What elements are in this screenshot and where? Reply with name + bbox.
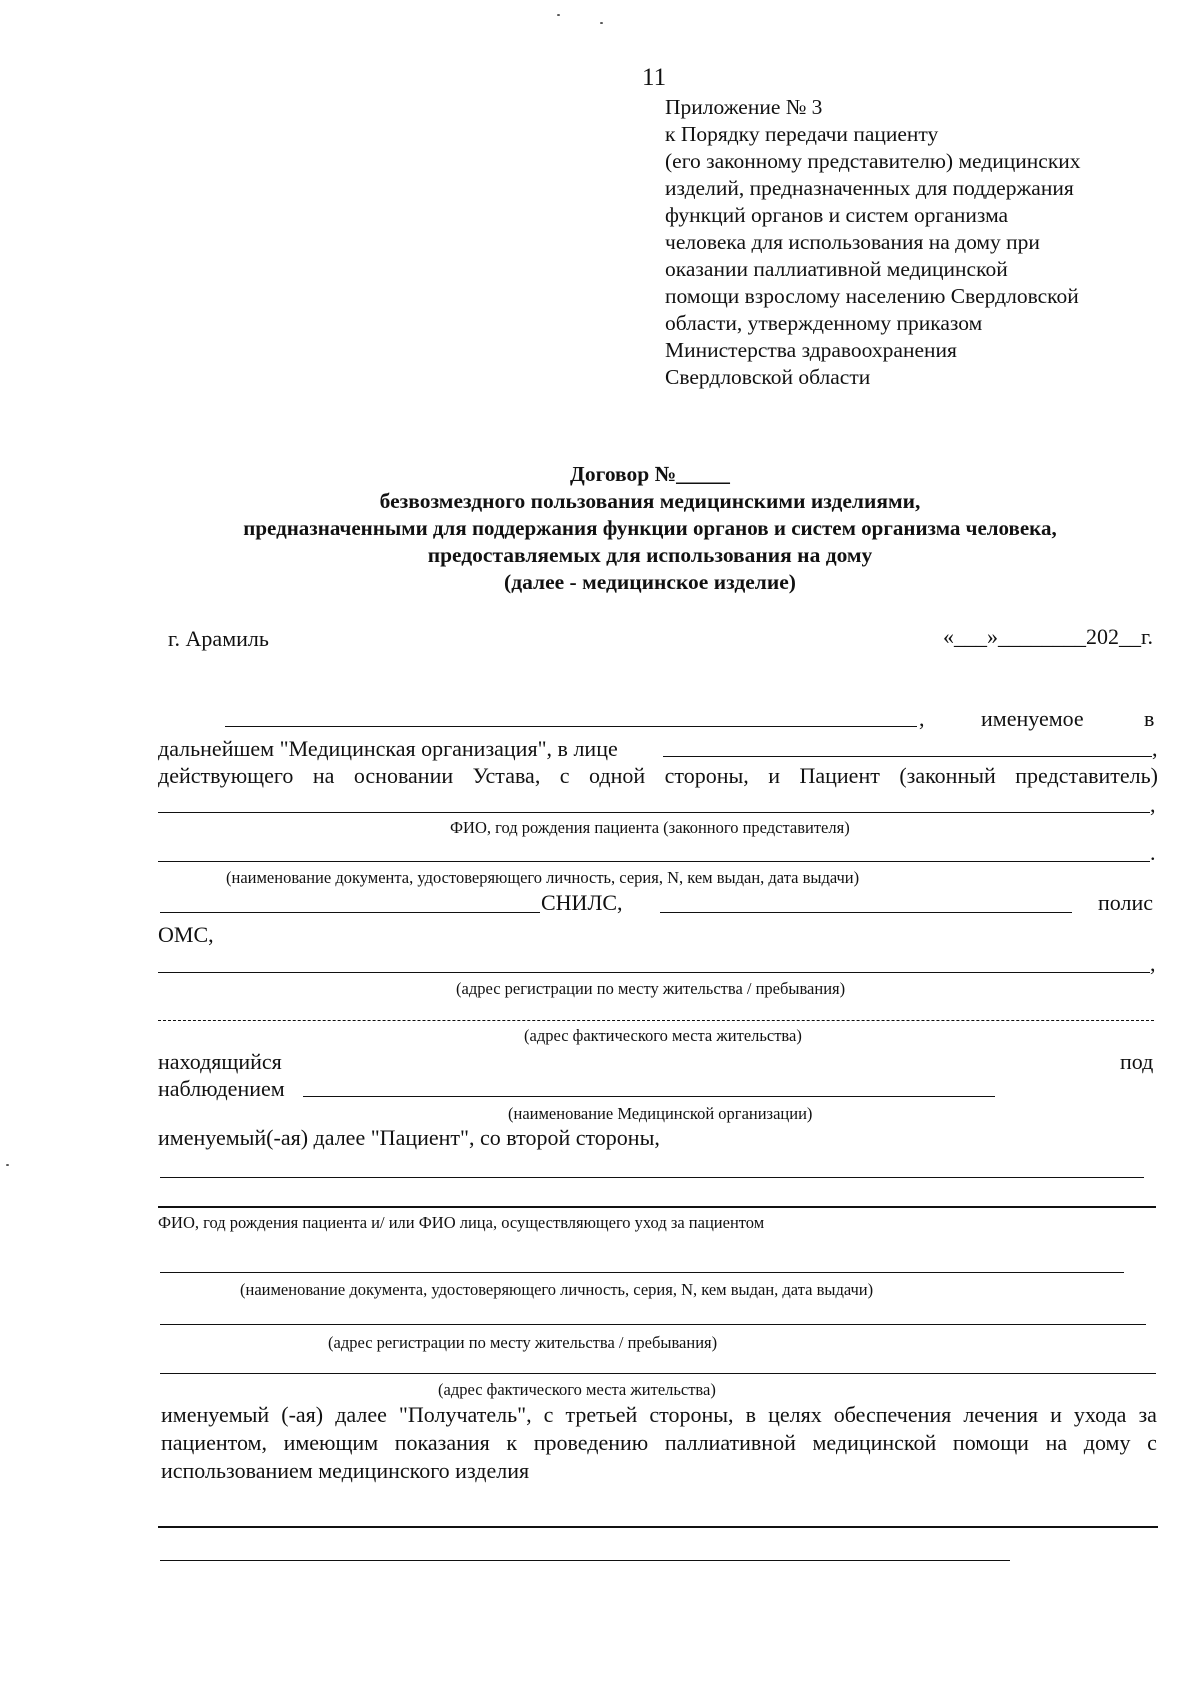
contract-subtitle-line: безвозмездного пользования медицинскими изделиями, xyxy=(379,489,921,513)
recipient-reg-address-field[interactable] xyxy=(160,1324,1146,1325)
appendix-line: оказании паллиативной медицинской xyxy=(665,257,1008,281)
caption-fact-address: (адрес фактического места жительства) xyxy=(524,1026,802,1045)
scan-speck xyxy=(557,14,560,16)
caption-care-fio: ФИО, год рождения пациента и/ или ФИО лица, осуществляющего уход за пациентом xyxy=(158,1213,765,1232)
comma: , xyxy=(1152,736,1158,761)
scan-speck xyxy=(600,22,603,24)
representative-field[interactable] xyxy=(663,756,1152,757)
device-name-field-2[interactable] xyxy=(160,1560,1010,1561)
appendix-line: помощи взрослому населению Свердловской xyxy=(665,284,1079,308)
appendix-line: функций органов и систем организма xyxy=(665,203,1009,227)
fact-address-field[interactable] xyxy=(158,1020,1154,1021)
under-word: под xyxy=(1120,1049,1154,1074)
in-word: в xyxy=(1144,706,1155,731)
snils-field[interactable] xyxy=(660,912,1072,913)
recipient-fio-field[interactable] xyxy=(160,1177,1144,1178)
patient-document-field[interactable] xyxy=(158,861,1150,862)
appendix-line: области, утвержденному приказом xyxy=(665,311,983,335)
appendix-line: (его законному представителю) медицинских xyxy=(665,149,1081,173)
recipient-text-line: именуемый (-ая) далее "Получатель", с третьей стороны, в целях обеспечения лечения и ухода за xyxy=(161,1402,1157,1427)
appendix-block xyxy=(665,94,1081,391)
supervising-org-field[interactable] xyxy=(303,1096,995,1097)
contract-subtitle-line: предназначенными для поддержания функции органов и систем организма человека, xyxy=(243,516,1057,540)
caption-document-2: (наименование документа, удостоверяющего личность, серия, N, кем выдан, дата выдачи) xyxy=(240,1280,874,1299)
recipient-text-line: пациентом, имеющим показания к проведению паллиативной медицинской помощи на дому с xyxy=(161,1430,1157,1455)
recipient-fact-address-field[interactable] xyxy=(160,1373,1156,1374)
oms-label: ОМС, xyxy=(158,922,214,947)
org-representative-label: дальнейшем "Медицинская организация", в лице xyxy=(158,736,618,761)
org-name-field[interactable] xyxy=(225,726,917,727)
caption-patient-fio: ФИО, год рождения пациента (законного представителя) xyxy=(450,818,850,837)
caption-reg-address: (адрес регистрации по месту жительства / пребывания) xyxy=(456,979,846,998)
polis-label: полис xyxy=(1098,890,1153,915)
contract-place: г. Арамиль xyxy=(168,626,269,651)
contract-subtitle-line: (далее - медицинское изделие) xyxy=(504,570,796,594)
scan-speck xyxy=(6,1164,9,1166)
comma: , xyxy=(1150,951,1156,976)
appendix-line: Приложение № 3 xyxy=(665,95,823,119)
comma: , xyxy=(1150,792,1156,817)
statute-line: действующего на основании Устава, с одной стороны, и Пациент (законный представитель) xyxy=(158,763,1158,788)
appendix-line: Свердловской области xyxy=(665,365,871,389)
appendix-line: изделий, предназначенных для поддержания xyxy=(665,176,1074,200)
page-number: 11 xyxy=(642,64,667,91)
appendix-line: к Порядку передачи пациенту xyxy=(665,122,939,146)
caption-document: (наименование документа, удостоверяющего личность, серия, N, кем выдан, дата выдачи) xyxy=(226,868,860,887)
caption-reg-address-2: (адрес регистрации по месту жительства / пребывания) xyxy=(328,1333,718,1352)
period: . xyxy=(1150,840,1156,865)
named-patient-text: именуемый(-ая) далее "Пациент", со второй стороны, xyxy=(158,1125,660,1150)
comma: , xyxy=(919,706,925,731)
recipient-document-field[interactable] xyxy=(160,1272,1124,1273)
snils-label: СНИЛС, xyxy=(541,890,623,915)
contract-subtitle-line: предоставляемых для использования на дому xyxy=(427,543,873,567)
contract-date: «___»________202__г. xyxy=(943,624,1154,649)
supervision-label: наблюдением xyxy=(158,1076,285,1101)
device-name-field[interactable] xyxy=(158,1526,1158,1528)
patient-fio-field[interactable] xyxy=(158,812,1150,813)
contract-title: Договор №_____ xyxy=(570,462,730,486)
named-word: именуемое xyxy=(981,706,1084,731)
caption-fact-address-2: (адрес фактического места жительства) xyxy=(438,1380,716,1399)
appendix-line: Министерства здравоохранения xyxy=(665,338,957,362)
located-word: находящийся xyxy=(158,1049,282,1074)
appendix-line: человека для использования на дому при xyxy=(665,230,1040,254)
snils-prefix-field[interactable] xyxy=(160,912,540,913)
polis-oms-field[interactable] xyxy=(158,972,1150,973)
caption-med-org: (наименование Медицинской организации) xyxy=(508,1104,813,1123)
divider-line xyxy=(158,1206,1156,1208)
recipient-text-last: использованием медицинского изделия xyxy=(161,1458,530,1483)
